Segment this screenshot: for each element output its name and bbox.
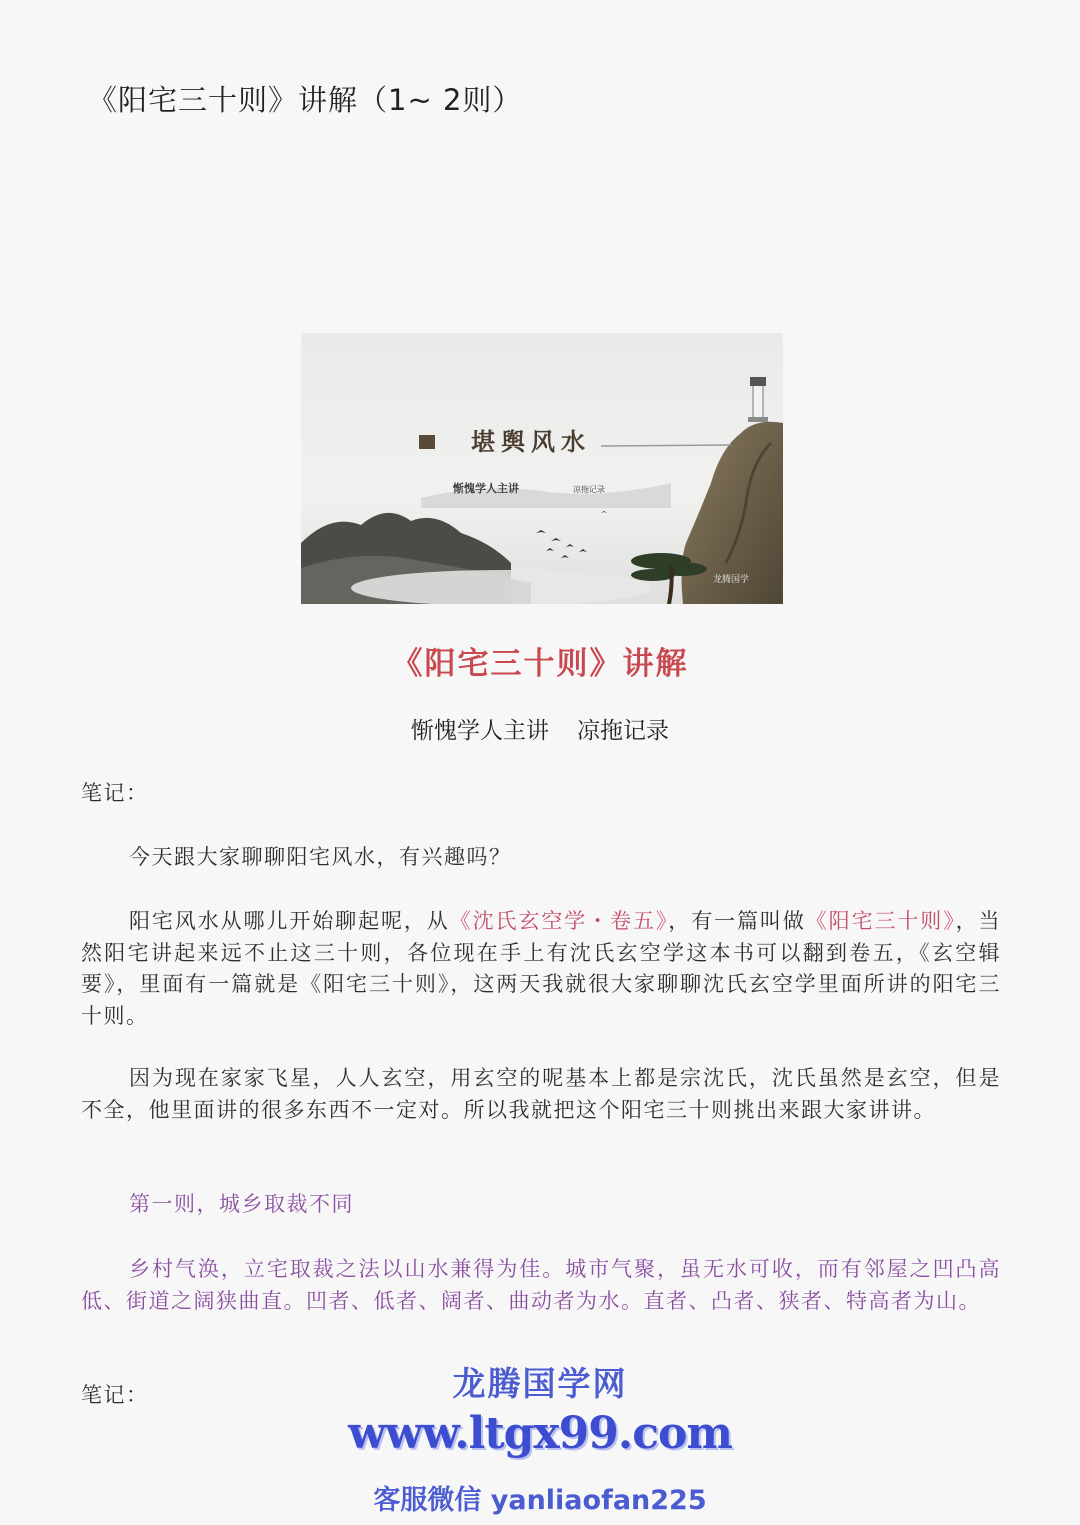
paragraph-3: 因为现在家家飞星，人人玄空，用玄空的呢基本上都是宗沈氏，沈氏虽然是玄空，但是不全，他里面讲的很多东西不一定对。所以我就把这个阳宅三十则挑出来跟大家讲讲。 [81, 1066, 1001, 1122]
notes-label: 笔记： [81, 781, 149, 805]
byline [0, 712, 1080, 745]
document-title: 《阳宅三十则》讲解（1~ 2则） [88, 83, 523, 117]
paragraph-2-text-c: ，当然阳宅讲起来远不止这三十则，各位现在手上有沈氏玄空学这本书可以翻到卷五，《玄空辑要》，里面有一篇就是《阳宅三十则》，这两天我就很大家聊聊沈氏玄空学里面所讲的阳宅三十则。 [81, 909, 1002, 1028]
book-reference: 《沈氏玄空学・卷五》 [449, 909, 669, 933]
paragraph-2-text-b: ，有一篇叫做 [668, 909, 806, 933]
chapter-reference: 《阳宅三十则》 [805, 909, 956, 933]
banner-subtitle: 惭愧学人主讲 [453, 482, 519, 495]
paragraph-2 [81, 906, 1001, 1032]
rule-1-heading: 第一则，城乡取裁不同 [129, 1192, 354, 1216]
recorder: 凉拖记录 [577, 718, 669, 744]
notes-label: 笔记： [81, 1383, 149, 1407]
paragraph-2-text-a: 阳宅风水从哪儿开始聊起呢，从 [129, 909, 450, 933]
watermark-url: www.ltgx99.com [348, 1408, 732, 1459]
watermark-site-name: 龙腾国学网 [452, 1364, 628, 1403]
banner-subtitle-2: 凉拖记录 [573, 485, 605, 494]
banner-image [301, 333, 783, 604]
watermark-contact: 客服微信 yanliaofan225 [373, 1485, 707, 1516]
lecturer: 惭愧学人主讲 [411, 718, 549, 744]
lecture-title: 《阳宅三十则》讲解 [391, 646, 689, 682]
banner-title: 堪舆风水 [471, 427, 591, 456]
banner-corner-text: 龙腾国学 [713, 575, 750, 585]
seal-stamp [419, 435, 435, 449]
rule-1-text: 乡村气涣，立宅取裁之法以山水兼得为佳。城市气聚，虽无水可收，而有邻屋之凹凸高低、街道之阔狭曲直。凹者、低者、阔者、曲动者为水。直者、凸者、狭者、特高者为山。 [81, 1257, 1001, 1313]
paragraph-1: 今天跟大家聊聊阳宅风水，有兴趣吗？ [129, 845, 512, 869]
